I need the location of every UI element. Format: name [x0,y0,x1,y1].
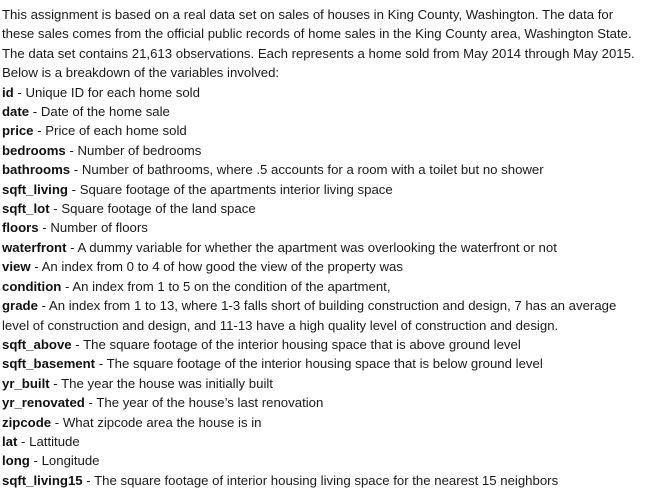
variable-description: Square footage of the apartments interior living space [79,181,393,197]
variable-name: date [2,104,30,120]
variable-item [2,238,640,257]
variable-item [2,277,640,296]
variable-separator: - [71,336,84,352]
variable-separator: - [70,162,82,178]
variable-separator: - [33,123,46,139]
variable-name: sqft_basement [2,356,96,372]
variable-name: view [2,259,31,275]
variable-description: Square footage of the land space [61,201,256,217]
variable-separator: - [30,259,42,275]
variable-name: sqft_above [2,336,72,352]
variable-name: floors [2,220,39,236]
variable-description: The square footage of the interior housing space that is below ground level [106,356,543,372]
variable-name: grade [2,298,38,314]
variable-name: zipcode [2,414,52,430]
variable-name: bathrooms [2,162,71,178]
variable-item [2,451,640,470]
variable-item [2,432,640,451]
variable-description: A dummy variable for whether the apartment was overlooking the waterfront or not [77,239,557,255]
variable-name: lat [2,433,18,449]
variable-separator: - [51,414,63,430]
variable-item [2,180,640,199]
variable-separator: - [13,84,26,100]
variable-item [2,121,640,140]
variable-description: The year of the house’s last renovation [96,395,324,411]
variable-item [2,160,640,179]
variable-description: The square footage of interior housing living space for the nearest 15 neighbors [94,472,559,488]
variable-item [2,141,640,160]
variable-separator: - [66,239,78,255]
variable-separator: - [29,104,41,120]
variable-description: Number of floors [50,220,148,236]
variable-separator: - [37,298,49,314]
variable-item [2,199,640,218]
variable-name: yr_built [2,375,50,391]
variable-separator: - [67,181,80,197]
variable-name: price [2,123,34,139]
variable-name: long [2,453,30,469]
variable-separator: - [29,453,42,469]
variable-description: The square footage of the interior housing space that is above ground level [83,336,521,352]
variable-name: waterfront [2,239,67,255]
variable-description: The year the house was initially built [61,375,273,391]
variable-description: Longitude [41,453,100,469]
variable-item [2,413,640,432]
variable-description: Price of each home sold [45,123,187,139]
variable-description: Unique ID for each home sold [25,84,200,100]
variable-separator: - [49,201,62,217]
variable-separator: - [84,395,97,411]
variable-name: sqft_living [2,181,68,197]
variable-name: yr_renovated [2,395,85,411]
variable-separator: - [61,278,73,294]
variable-item [2,354,640,373]
variable-separator: - [38,220,51,236]
intro-paragraph: This assignment is based on a real data set on sales of houses in King County, Washington. The data for these sales comes from the official public records of home sales in the King County area, Washington State. The data set contains 21,613 observations. Each represents a home sold from May 2014 through May 2015. Below is a breakdown of the variables involved: [2,7,635,81]
variable-item [2,296,640,335]
variable-separator: - [82,472,95,488]
variable-name: condition [2,278,62,294]
variable-item [2,257,640,276]
variable-separator: - [49,375,62,391]
variable-separator: - [65,142,78,158]
variable-description: An index from 0 to 4 of how good the view of the property was [41,259,403,275]
variable-description: What zipcode area the house is in [62,414,262,430]
variable-item [2,102,640,121]
variable-description: Date of the home sale [40,104,170,120]
variable-name: sqft_lot [2,201,50,217]
variable-item [2,374,640,393]
variable-separator: - [95,356,107,372]
variable-name: bedrooms [2,142,66,158]
variable-item [2,218,640,237]
variable-item [2,393,640,412]
variable-separator: - [17,433,30,449]
variable-description: Number of bathrooms, where .5 accounts for a room with a toilet but no shower [81,162,544,178]
variable-description: An index from 1 to 13, where 1-3 falls short of building construction and design, 7 has an average level of construction and design, and 11-13 have a high quality level of construction and design. [2,298,617,333]
variable-description: An index from 1 to 5 on the condition of the apartment, [72,278,391,294]
variable-description: Number of bedrooms [77,142,202,158]
variable-description: Lattitude [29,433,80,449]
variable-name: id [2,84,14,100]
variable-item [2,471,640,490]
variable-list [2,83,640,491]
variable-name: sqft_living15 [2,472,83,488]
variable-item [2,83,640,102]
variable-item [2,335,640,354]
